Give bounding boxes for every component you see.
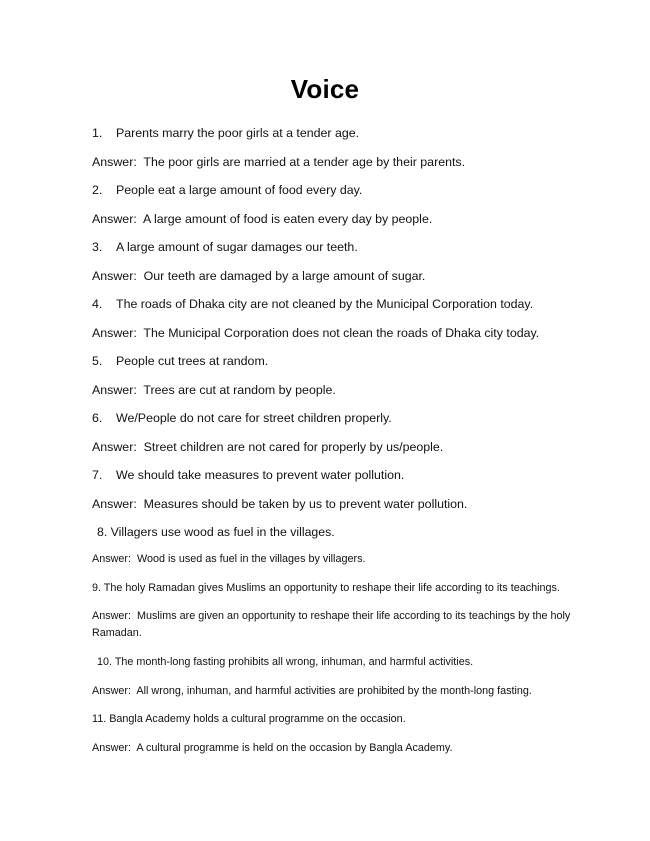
answer-item-2 bbox=[92, 211, 582, 227]
answer-item-6 bbox=[92, 439, 582, 455]
question-number-2: 2. bbox=[92, 183, 103, 197]
document-body bbox=[0, 125, 650, 757]
answer-text-1: The poor girls are married at a tender age by their parents. bbox=[143, 154, 466, 169]
question-number-7: 7. bbox=[92, 468, 103, 482]
answer-label-8: Answer: bbox=[92, 553, 135, 565]
question-item-5 bbox=[92, 353, 582, 369]
answer-label-5: Answer: bbox=[92, 382, 141, 397]
answer-item-11 bbox=[92, 740, 582, 757]
answer-label-3: Answer: bbox=[92, 268, 141, 283]
answer-text-3: Our teeth are damaged by a large amount of sugar. bbox=[143, 268, 426, 283]
page-title: Voice bbox=[290, 74, 360, 104]
question-item-3 bbox=[92, 239, 582, 255]
answer-label-7: Answer: bbox=[92, 496, 141, 511]
question-item-4 bbox=[92, 296, 582, 312]
question-text-2: People eat a large amount of food every day. bbox=[116, 183, 363, 197]
question-text-6: We/People do not care for street children properly. bbox=[116, 411, 392, 425]
answer-text-11: A cultural programme is held on the occasion by Bangla Academy. bbox=[136, 741, 453, 754]
question-text-3: A large amount of sugar damages our teeth. bbox=[116, 240, 358, 254]
answer-label-9: Answer: bbox=[92, 610, 135, 622]
answer-label-10: Answer: bbox=[92, 684, 135, 697]
question-number-5: 5. bbox=[92, 354, 103, 368]
answer-text-8: Wood is used as fuel in the villages by villagers. bbox=[137, 553, 366, 565]
question-item-11: 11. Bangla Academy holds a cultural programme on the occasion. bbox=[92, 713, 406, 725]
question-item-9: 9. The holy Ramadan gives Muslims an opportunity to reshape their life according to its teachings. bbox=[92, 581, 560, 594]
answer-label-11: Answer: bbox=[92, 741, 135, 754]
answer-text-2: A large amount of food is eaten every day by people. bbox=[142, 211, 433, 226]
question-number-3: 3. bbox=[92, 240, 103, 254]
answer-label-1: Answer: bbox=[92, 154, 141, 169]
question-item-10: 10. The month-long fasting prohibits all wrong, inhuman, and harmful activities. bbox=[97, 656, 474, 668]
answer-label-4: Answer: bbox=[92, 325, 141, 340]
answer-item-10 bbox=[92, 683, 582, 700]
answer-text-4: The Municipal Corporation does not clean the roads of Dhaka city today. bbox=[143, 325, 540, 340]
answer-item-8 bbox=[92, 551, 582, 568]
question-number-4: 4. bbox=[92, 297, 103, 311]
question-item-8: 8. Villagers use wood as fuel in the villages. bbox=[97, 525, 335, 539]
answer-text-5: Trees are cut at random by people. bbox=[143, 382, 336, 397]
question-item-2 bbox=[92, 182, 582, 198]
question-item-1 bbox=[92, 125, 582, 141]
question-text-7: We should take measures to prevent water pollution. bbox=[116, 468, 405, 482]
answer-label-2: Answer: bbox=[92, 211, 141, 226]
question-number-6: 6. bbox=[92, 411, 103, 425]
answer-item-9 bbox=[92, 608, 582, 642]
question-text-4: The roads of Dhaka city are not cleaned by the Municipal Corporation today. bbox=[116, 297, 534, 311]
answer-item-4 bbox=[92, 325, 582, 341]
answer-label-6: Answer: bbox=[92, 439, 141, 454]
answer-text-9: Muslims are given an opportunity to reshape their life according to its teachings by the holy Ramadan. bbox=[92, 610, 571, 639]
answer-text-6: Street children are not cared for properly by us/people. bbox=[143, 439, 444, 454]
answer-item-7 bbox=[92, 496, 582, 512]
question-item-7 bbox=[92, 467, 582, 483]
question-text-1: Parents marry the poor girls at a tender age. bbox=[116, 126, 360, 140]
answer-item-3 bbox=[92, 268, 582, 284]
question-number-1: 1. bbox=[92, 126, 103, 140]
answer-item-5 bbox=[92, 382, 582, 398]
answer-text-7: Measures should be taken by us to prevent water pollution. bbox=[143, 496, 468, 511]
answer-item-1 bbox=[92, 154, 582, 170]
answer-text-10: All wrong, inhuman, and harmful activities are prohibited by the month-long fasting. bbox=[136, 684, 532, 697]
question-item-6 bbox=[92, 410, 582, 426]
question-text-5: People cut trees at random. bbox=[116, 354, 269, 368]
